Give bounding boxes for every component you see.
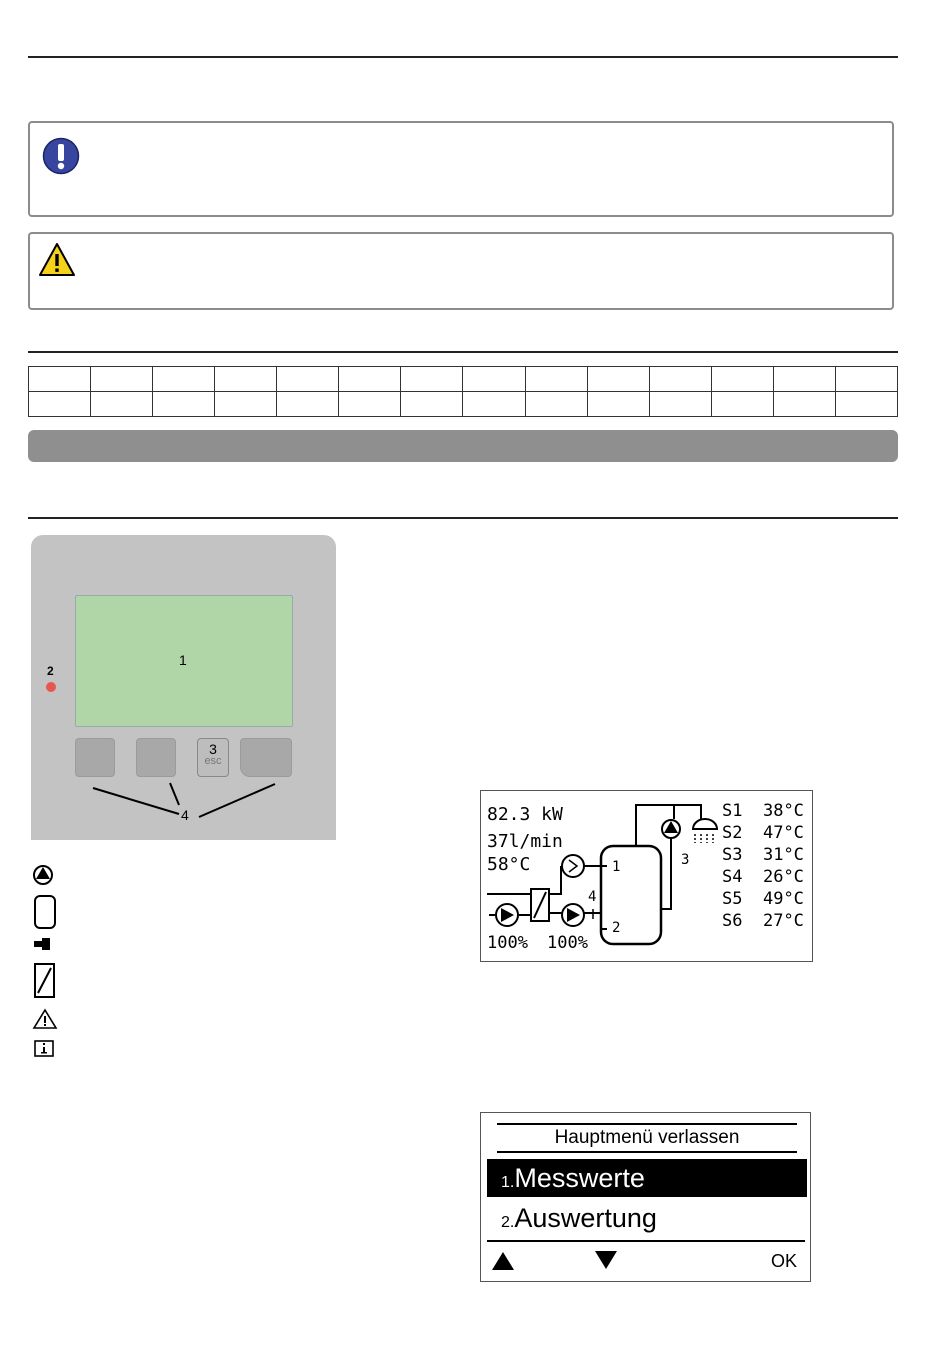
table-row	[29, 392, 898, 417]
exclamation-icon	[42, 137, 80, 180]
menu-item-auswertung[interactable]: 2.Auswertung	[501, 1203, 657, 1233]
section-rule-1	[28, 351, 898, 353]
tank-sensor-4: 4	[588, 889, 597, 905]
warning-triangle-icon	[38, 242, 76, 283]
info-icon	[32, 1039, 56, 1064]
sensor-row-s3: S3 31°C	[722, 845, 804, 865]
hydraulic-diagram	[481, 791, 721, 961]
important-notice-box	[28, 121, 894, 217]
sensor-row-s6: S6 27°C	[722, 911, 804, 931]
table-row	[29, 367, 898, 392]
top-rule	[28, 56, 898, 58]
pump-icon	[32, 864, 54, 891]
led-label: 2	[47, 664, 54, 678]
pump-right-percent: 100%	[547, 933, 588, 953]
section-rule-2	[28, 517, 898, 519]
menu-item-messwerte[interactable]: 1.Messwerte	[487, 1159, 807, 1197]
menu-separator	[487, 1240, 805, 1242]
valve-icon	[32, 936, 54, 957]
sensor-row-s1: S1 38°C	[722, 801, 804, 821]
display-label: 1	[179, 652, 187, 668]
ok-button[interactable]: OK	[771, 1251, 798, 1271]
section-header-bar	[28, 430, 898, 462]
buttons-label: 4	[181, 807, 189, 823]
storage-tank-icon	[32, 894, 58, 935]
flow-readout: 37l/min	[487, 831, 563, 852]
temperature-readout: 58°C	[487, 854, 531, 875]
warning-icon	[32, 1008, 58, 1035]
arrow-down-icon[interactable]	[594, 1250, 618, 1275]
esc-button-text: esc	[204, 755, 222, 767]
tank-sensor-3: 3	[681, 852, 690, 868]
warning-notice-box	[28, 232, 894, 310]
pump-left-percent: 100%	[487, 933, 528, 953]
sensor-row-s5: S5 49°C	[722, 889, 804, 909]
sensor-row-s4: S4 26°C	[722, 867, 804, 887]
system-overview-screen	[480, 790, 813, 962]
menu-title[interactable]: Hauptmenü verlassen	[497, 1123, 797, 1153]
heat-exchanger-icon	[32, 962, 58, 1005]
main-menu-screen	[480, 1112, 811, 1282]
arrow-up-icon[interactable]	[491, 1251, 515, 1276]
sensor-row-s2: S2 47°C	[722, 823, 804, 843]
tank-sensor-2: 2	[612, 920, 621, 936]
callout-lines	[31, 535, 336, 840]
controller-device	[31, 535, 336, 840]
esc-button-number: 3	[209, 741, 217, 757]
tank-sensor-1: 1	[612, 859, 621, 875]
empty-table	[28, 366, 898, 417]
power-readout: 82.3 kW	[487, 804, 563, 825]
